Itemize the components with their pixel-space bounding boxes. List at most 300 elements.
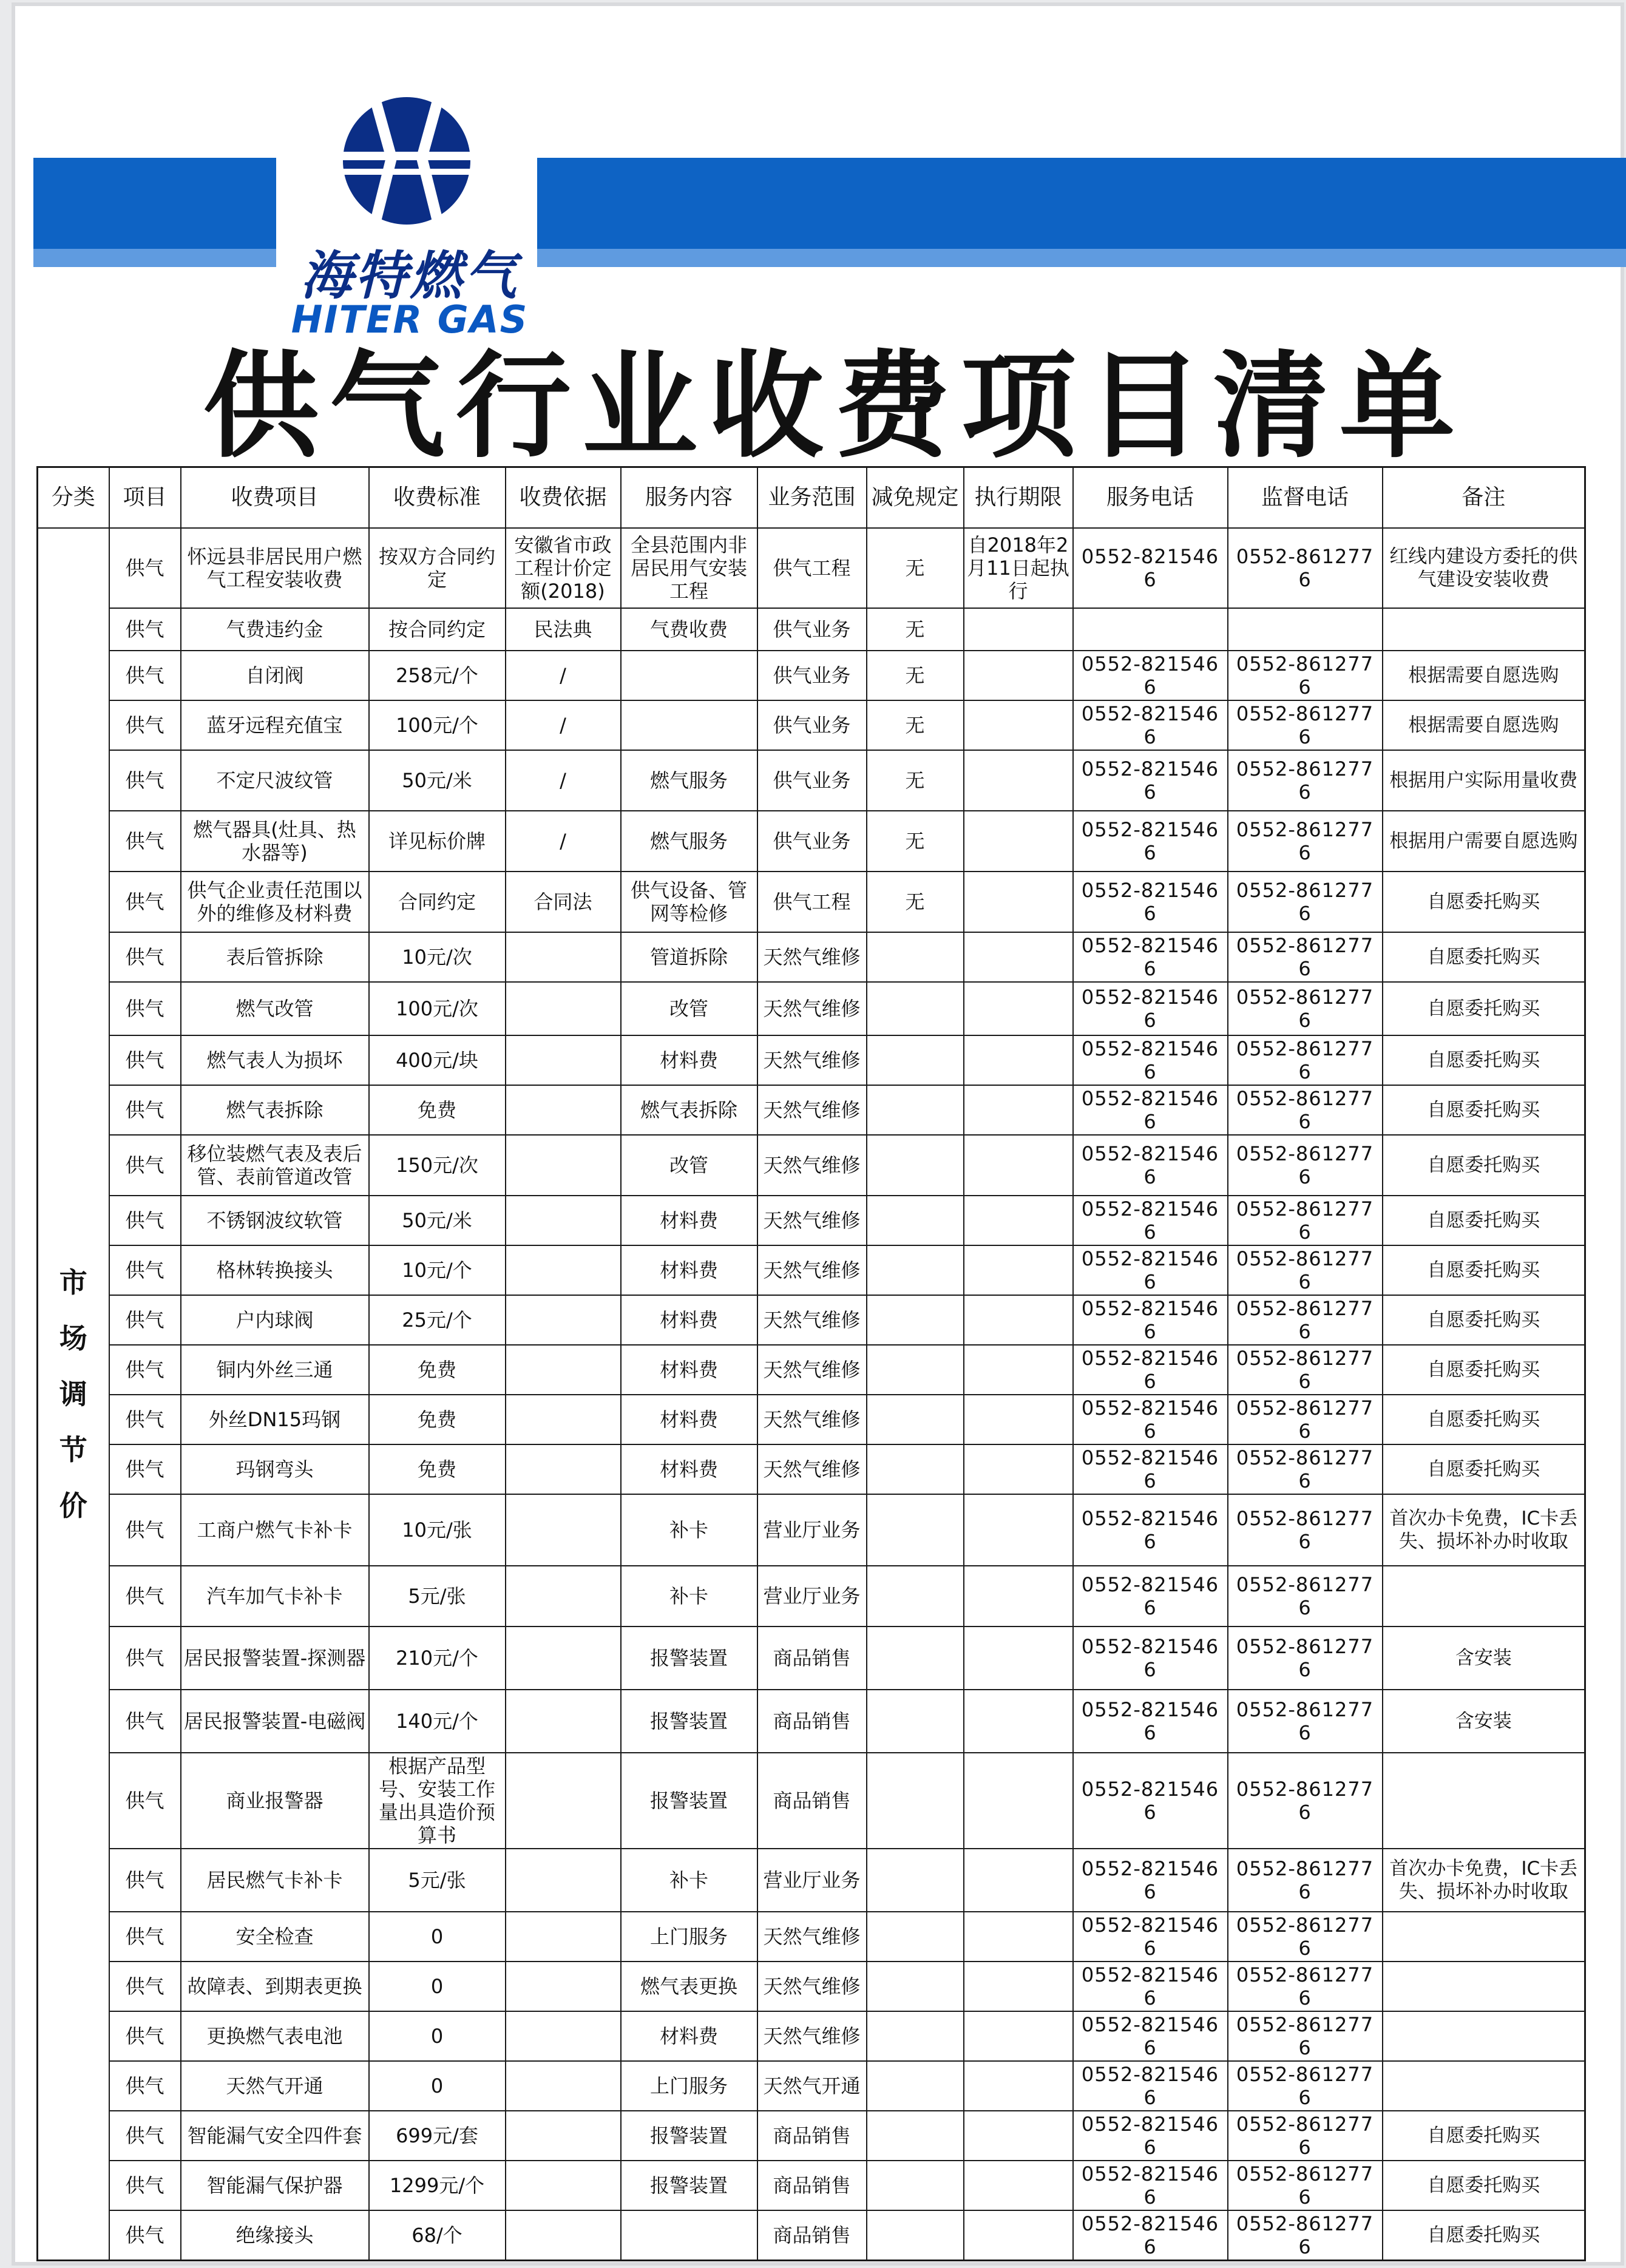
service-phone-cell: 0552-8215466: [1073, 1849, 1228, 1912]
service-phone-cell: 0552-8215466: [1073, 2210, 1228, 2261]
period-cell: [964, 1912, 1073, 1962]
item-name-cell: 工商户燃气卡补卡: [181, 1494, 369, 1566]
item-name-cell: 玛钢弯头: [181, 1444, 369, 1494]
project-cell: 供气: [109, 1444, 181, 1494]
fee-standard-cell: 根据产品型号、安装工作量出具造价预算书: [369, 1753, 506, 1849]
note-cell: 自愿委托购买: [1383, 872, 1585, 932]
waiver-cell: [867, 2111, 964, 2161]
logo-mark-icon: [334, 91, 479, 231]
waiver-cell: 无: [867, 750, 964, 811]
service-phone-cell: 0552-8215466: [1073, 982, 1228, 1035]
period-cell: [964, 2011, 1073, 2061]
service-content-cell: 材料费: [621, 1245, 757, 1295]
business-scope-cell: 供气业务: [757, 750, 867, 811]
supervise-phone-cell: 0552-8612776: [1228, 1035, 1383, 1085]
period-cell: [964, 1566, 1073, 1627]
table-row: [38, 700, 1585, 750]
service-phone-cell: 0552-8215466: [1073, 1690, 1228, 1753]
fee-standard-cell: 1299元/个: [369, 2161, 506, 2210]
period-cell: [964, 1753, 1073, 1849]
fee-basis-cell: [506, 1494, 621, 1566]
project-cell: 供气: [109, 608, 181, 651]
business-scope-cell: 供气工程: [757, 528, 867, 608]
table-row: [38, 2111, 1585, 2161]
item-name-cell: 不定尺波纹管: [181, 750, 369, 811]
item-name-cell: 怀远县非居民用户燃气工程安装收费: [181, 528, 369, 608]
business-scope-cell: 商品销售: [757, 1753, 867, 1849]
supervise-phone-cell: 0552-8612776: [1228, 2011, 1383, 2061]
note-cell: 含安装: [1383, 1627, 1585, 1690]
service-phone-cell: 0552-8215466: [1073, 1627, 1228, 1690]
fee-basis-cell: 民法典: [506, 608, 621, 651]
service-content-cell: 燃气服务: [621, 811, 757, 872]
table-row: [38, 1912, 1585, 1962]
project-cell: 供气: [109, 750, 181, 811]
business-scope-cell: 天然气维修: [757, 932, 867, 982]
project-cell: 供气: [109, 528, 181, 608]
column-header: 备注: [1383, 467, 1585, 529]
period-cell: [964, 1494, 1073, 1566]
waiver-cell: 无: [867, 811, 964, 872]
table-row: [38, 1196, 1585, 1245]
table-row: [38, 811, 1585, 872]
fee-standard-cell: 免费: [369, 1444, 506, 1494]
table-row: [38, 1753, 1585, 1849]
note-cell: 自愿委托购买: [1383, 1395, 1585, 1444]
service-phone-cell: 0552-8215466: [1073, 1135, 1228, 1196]
fee-standard-cell: 0: [369, 1912, 506, 1962]
waiver-cell: [867, 1849, 964, 1912]
fee-basis-cell: /: [506, 750, 621, 811]
project-cell: 供气: [109, 982, 181, 1035]
note-cell: 自愿委托购买: [1383, 1196, 1585, 1245]
table-row: [38, 1494, 1585, 1566]
service-content-cell: [621, 651, 757, 700]
project-cell: 供气: [109, 1196, 181, 1245]
period-cell: [964, 1627, 1073, 1690]
service-phone-cell: 0552-8215466: [1073, 1753, 1228, 1849]
item-name-cell: 智能漏气保护器: [181, 2161, 369, 2210]
waiver-cell: 无: [867, 872, 964, 932]
fee-standard-cell: 合同约定: [369, 872, 506, 932]
service-content-cell: 报警装置: [621, 2161, 757, 2210]
service-phone-cell: 0552-8215466: [1073, 1345, 1228, 1395]
fee-standard-cell: 100元/次: [369, 982, 506, 1035]
note-cell: 自愿委托购买: [1383, 982, 1585, 1035]
table-row: [38, 750, 1585, 811]
table-row: [38, 1395, 1585, 1444]
item-name-cell: 不锈钢波纹软管: [181, 1196, 369, 1245]
note-cell: 根据需要自愿选购: [1383, 700, 1585, 750]
period-cell: [964, 651, 1073, 700]
project-cell: 供气: [109, 2011, 181, 2061]
project-cell: 供气: [109, 1962, 181, 2011]
service-phone-cell: 0552-8215466: [1073, 811, 1228, 872]
business-scope-cell: 天然气维修: [757, 1245, 867, 1295]
item-name-cell: 燃气表人为损坏: [181, 1035, 369, 1085]
note-cell: 红线内建设方委托的供气建设安装收费: [1383, 528, 1585, 608]
note-cell: [1383, 2061, 1585, 2111]
project-cell: 供气: [109, 1849, 181, 1912]
supervise-phone-cell: 0552-8612776: [1228, 1566, 1383, 1627]
period-cell: [964, 982, 1073, 1035]
item-name-cell: 安全检查: [181, 1912, 369, 1962]
period-cell: [964, 872, 1073, 932]
fee-basis-cell: [506, 1690, 621, 1753]
note-cell: [1383, 2011, 1585, 2061]
table-row: [38, 1085, 1585, 1135]
business-scope-cell: 天然气维修: [757, 1395, 867, 1444]
supervise-phone-cell: 0552-8612776: [1228, 1085, 1383, 1135]
service-content-cell: 改管: [621, 1135, 757, 1196]
project-cell: 供气: [109, 700, 181, 750]
supervise-phone-cell: 0552-8612776: [1228, 1345, 1383, 1395]
fee-standard-cell: 150元/次: [369, 1135, 506, 1196]
fee-basis-cell: [506, 1849, 621, 1912]
fee-table: [36, 466, 1586, 2261]
service-content-cell: 补卡: [621, 1566, 757, 1627]
supervise-phone-cell: [1228, 608, 1383, 651]
service-phone-cell: 0552-8215466: [1073, 2011, 1228, 2061]
note-cell: 自愿委托购买: [1383, 1035, 1585, 1085]
note-cell: 自愿委托购买: [1383, 1085, 1585, 1135]
table-row: [38, 2011, 1585, 2061]
business-scope-cell: 天然气维修: [757, 1085, 867, 1135]
fee-basis-cell: [506, 982, 621, 1035]
service-phone-cell: 0552-8215466: [1073, 1085, 1228, 1135]
waiver-cell: [867, 1085, 964, 1135]
supervise-phone-cell: 0552-8612776: [1228, 2111, 1383, 2161]
period-cell: [964, 811, 1073, 872]
project-cell: 供气: [109, 1690, 181, 1753]
business-scope-cell: 天然气维修: [757, 1962, 867, 2011]
column-header: 收费标准: [369, 467, 506, 529]
service-content-cell: 改管: [621, 982, 757, 1035]
service-content-cell: [621, 700, 757, 750]
period-cell: [964, 2061, 1073, 2111]
table-row: [38, 2061, 1585, 2111]
category-cell: [38, 528, 109, 2261]
fee-standard-cell: 10元/次: [369, 932, 506, 982]
service-content-cell: 材料费: [621, 1035, 757, 1085]
project-cell: 供气: [109, 932, 181, 982]
service-content-cell: 材料费: [621, 1345, 757, 1395]
fee-standard-cell: 50元/米: [369, 1196, 506, 1245]
project-cell: 供气: [109, 2111, 181, 2161]
project-cell: 供气: [109, 872, 181, 932]
supervise-phone-cell: 0552-8612776: [1228, 932, 1383, 982]
table-row: [38, 2210, 1585, 2261]
waiver-cell: 无: [867, 608, 964, 651]
supervise-phone-cell: 0552-8612776: [1228, 811, 1383, 872]
service-phone-cell: 0552-8215466: [1073, 1395, 1228, 1444]
project-cell: 供气: [109, 651, 181, 700]
waiver-cell: [867, 1135, 964, 1196]
service-phone-cell: 0552-8215466: [1073, 1494, 1228, 1566]
business-scope-cell: 天然气维修: [757, 982, 867, 1035]
fee-standard-cell: 按双方合同约定: [369, 528, 506, 608]
item-name-cell: 故障表、到期表更换: [181, 1962, 369, 2011]
period-cell: [964, 1135, 1073, 1196]
note-cell: 含安装: [1383, 1690, 1585, 1753]
period-cell: [964, 750, 1073, 811]
period-cell: [964, 1849, 1073, 1912]
fee-basis-cell: [506, 2111, 621, 2161]
item-name-cell: 铜内外丝三通: [181, 1345, 369, 1395]
waiver-cell: 无: [867, 528, 964, 608]
waiver-cell: [867, 1566, 964, 1627]
project-cell: 供气: [109, 2061, 181, 2111]
column-header: 服务内容: [621, 467, 757, 529]
note-cell: 自愿委托购买: [1383, 2111, 1585, 2161]
project-cell: 供气: [109, 1245, 181, 1295]
note-cell: 首次办卡免费，IC卡丢失、损坏补办时收取: [1383, 1849, 1585, 1912]
fee-basis-cell: /: [506, 651, 621, 700]
period-cell: [964, 1395, 1073, 1444]
service-content-cell: 燃气服务: [621, 750, 757, 811]
fee-standard-cell: 140元/个: [369, 1690, 506, 1753]
service-content-cell: 管道拆除: [621, 932, 757, 982]
period-cell: [964, 1962, 1073, 2011]
fee-basis-cell: [506, 2210, 621, 2261]
item-name-cell: 蓝牙远程充值宝: [181, 700, 369, 750]
fee-standard-cell: 按合同约定: [369, 608, 506, 651]
business-scope-cell: 天然气维修: [757, 1444, 867, 1494]
service-content-cell: 气费收费: [621, 608, 757, 651]
business-scope-cell: 商品销售: [757, 2210, 867, 2261]
service-phone-cell: 0552-8215466: [1073, 2061, 1228, 2111]
project-cell: 供气: [109, 1753, 181, 1849]
supervise-phone-cell: 0552-8612776: [1228, 750, 1383, 811]
fee-standard-cell: 400元/块: [369, 1035, 506, 1085]
project-cell: 供气: [109, 1627, 181, 1690]
service-phone-cell: 0552-8215466: [1073, 1035, 1228, 1085]
project-cell: 供气: [109, 2210, 181, 2261]
project-cell: 供气: [109, 1345, 181, 1395]
waiver-cell: [867, 1345, 964, 1395]
table-row: [38, 1690, 1585, 1753]
project-cell: 供气: [109, 1566, 181, 1627]
period-cell: [964, 1196, 1073, 1245]
note-cell: 根据用户需要自愿选购: [1383, 811, 1585, 872]
period-cell: [964, 700, 1073, 750]
item-name-cell: 外丝DN15玛钢: [181, 1395, 369, 1444]
fee-basis-cell: [506, 1135, 621, 1196]
supervise-phone-cell: 0552-8612776: [1228, 1849, 1383, 1912]
fee-standard-cell: 5元/张: [369, 1849, 506, 1912]
waiver-cell: 无: [867, 700, 964, 750]
service-phone-cell: 0552-8215466: [1073, 1912, 1228, 1962]
note-cell: 根据需要自愿选购: [1383, 651, 1585, 700]
waiver-cell: [867, 1395, 964, 1444]
fee-standard-cell: 10元/个: [369, 1245, 506, 1295]
business-scope-cell: 商品销售: [757, 2111, 867, 2161]
fee-basis-cell: [506, 2011, 621, 2061]
column-header: 监督电话: [1228, 467, 1383, 529]
note-cell: 自愿委托购买: [1383, 1444, 1585, 1494]
table-row: [38, 651, 1585, 700]
note-cell: 自愿委托购买: [1383, 2161, 1585, 2210]
supervise-phone-cell: 0552-8612776: [1228, 1196, 1383, 1245]
fee-standard-cell: 258元/个: [369, 651, 506, 700]
service-content-cell: 报警装置: [621, 1627, 757, 1690]
supervise-phone-cell: 0552-8612776: [1228, 651, 1383, 700]
service-content-cell: 材料费: [621, 1196, 757, 1245]
waiver-cell: [867, 2161, 964, 2210]
supervise-phone-cell: 0552-8612776: [1228, 1962, 1383, 2011]
project-cell: 供气: [109, 1912, 181, 1962]
fee-standard-cell: 免费: [369, 1085, 506, 1135]
fee-standard-cell: 25元/个: [369, 1295, 506, 1345]
waiver-cell: [867, 1912, 964, 1962]
note-cell: 自愿委托购买: [1383, 932, 1585, 982]
waiver-cell: [867, 1245, 964, 1295]
table-row: [38, 1035, 1585, 1085]
waiver-cell: [867, 982, 964, 1035]
project-cell: 供气: [109, 1035, 181, 1085]
service-content-cell: 上门服务: [621, 2061, 757, 2111]
service-phone-cell: 0552-8215466: [1073, 1444, 1228, 1494]
business-scope-cell: 天然气维修: [757, 1345, 867, 1395]
header-stripe-light-left: [33, 249, 276, 267]
supervise-phone-cell: 0552-8612776: [1228, 2061, 1383, 2111]
fee-basis-cell: [506, 1566, 621, 1627]
service-phone-cell: 0552-8215466: [1073, 1196, 1228, 1245]
service-phone-cell: 0552-8215466: [1073, 1295, 1228, 1345]
item-name-cell: 燃气表拆除: [181, 1085, 369, 1135]
supervise-phone-cell: 0552-8612776: [1228, 2161, 1383, 2210]
supervise-phone-cell: 0552-8612776: [1228, 1395, 1383, 1444]
business-scope-cell: 供气业务: [757, 700, 867, 750]
service-content-cell: 供气设备、管网等检修: [621, 872, 757, 932]
note-cell: [1383, 1912, 1585, 1962]
fee-standard-cell: 0: [369, 2011, 506, 2061]
table-row: [38, 1444, 1585, 1494]
service-content-cell: 燃气表更换: [621, 1962, 757, 2011]
table-row: [38, 1295, 1585, 1345]
period-cell: [964, 1035, 1073, 1085]
fee-standard-cell: 68/个: [369, 2210, 506, 2261]
business-scope-cell: 供气业务: [757, 608, 867, 651]
service-content-cell: 上门服务: [621, 1912, 757, 1962]
header-stripe-right: [537, 158, 1626, 249]
header-stripe-left: [33, 158, 276, 249]
fee-standard-cell: 5元/张: [369, 1566, 506, 1627]
service-content-cell: 报警装置: [621, 2111, 757, 2161]
period-cell: [964, 2111, 1073, 2161]
note-cell: [1383, 608, 1585, 651]
item-name-cell: 更换燃气表电池: [181, 2011, 369, 2061]
period-cell: [964, 1295, 1073, 1345]
fee-standard-cell: 100元/个: [369, 700, 506, 750]
service-phone-cell: 0552-8215466: [1073, 2111, 1228, 2161]
business-scope-cell: 营业厅业务: [757, 1849, 867, 1912]
business-scope-cell: 天然气维修: [757, 1035, 867, 1085]
fee-standard-cell: 699元/套: [369, 2111, 506, 2161]
supervise-phone-cell: 0552-8612776: [1228, 1690, 1383, 1753]
fee-standard-cell: 0: [369, 2061, 506, 2111]
item-name-cell: 移位装燃气表及表后管、表前管道改管: [181, 1135, 369, 1196]
column-header: 业务范围: [757, 467, 867, 529]
fee-basis-cell: [506, 932, 621, 982]
item-name-cell: 户内球阀: [181, 1295, 369, 1345]
service-phone-cell: 0552-8215466: [1073, 872, 1228, 932]
fee-basis-cell: /: [506, 700, 621, 750]
waiver-cell: [867, 1196, 964, 1245]
fee-basis-cell: [506, 1395, 621, 1444]
business-scope-cell: 天然气维修: [757, 2011, 867, 2061]
item-name-cell: 格林转换接头: [181, 1245, 369, 1295]
note-cell: 自愿委托购买: [1383, 1135, 1585, 1196]
business-scope-cell: 供气业务: [757, 651, 867, 700]
table-header-row: [38, 467, 1585, 529]
project-cell: 供气: [109, 1135, 181, 1196]
period-cell: [964, 2161, 1073, 2210]
item-name-cell: 汽车加气卡补卡: [181, 1566, 369, 1627]
business-scope-cell: 天然气维修: [757, 1196, 867, 1245]
header-stripe-light-right: [537, 249, 1626, 267]
table-row: [38, 1566, 1585, 1627]
fee-basis-cell: [506, 1295, 621, 1345]
fee-standard-cell: 详见标价牌: [369, 811, 506, 872]
fee-basis-cell: [506, 1627, 621, 1690]
service-phone-cell: 0552-8215466: [1073, 1566, 1228, 1627]
supervise-phone-cell: 0552-8612776: [1228, 1753, 1383, 1849]
project-cell: 供气: [109, 811, 181, 872]
supervise-phone-cell: 0552-8612776: [1228, 1135, 1383, 1196]
item-name-cell: 气费违约金: [181, 608, 369, 651]
business-scope-cell: 商品销售: [757, 1627, 867, 1690]
supervise-phone-cell: 0552-8612776: [1228, 2210, 1383, 2261]
service-phone-cell: 0552-8215466: [1073, 651, 1228, 700]
period-cell: [964, 932, 1073, 982]
supervise-phone-cell: 0552-8612776: [1228, 1627, 1383, 1690]
waiver-cell: [867, 1753, 964, 1849]
item-name-cell: 居民报警装置-电磁阀: [181, 1690, 369, 1753]
service-content-cell: 材料费: [621, 1395, 757, 1444]
service-content-cell: 报警装置: [621, 1753, 757, 1849]
note-cell: 自愿委托购买: [1383, 2210, 1585, 2261]
item-name-cell: 自闭阀: [181, 651, 369, 700]
waiver-cell: [867, 1962, 964, 2011]
table-row: [38, 932, 1585, 982]
period-cell: [964, 1085, 1073, 1135]
supervise-phone-cell: 0552-8612776: [1228, 528, 1383, 608]
column-header: 收费项目: [181, 467, 369, 529]
period-cell: [964, 1444, 1073, 1494]
business-scope-cell: 商品销售: [757, 1690, 867, 1753]
supervise-phone-cell: 0552-8612776: [1228, 872, 1383, 932]
service-content-cell: [621, 2210, 757, 2261]
service-content-cell: 补卡: [621, 1849, 757, 1912]
waiver-cell: [867, 1035, 964, 1085]
fee-basis-cell: [506, 1912, 621, 1962]
service-phone-cell: 0552-8215466: [1073, 700, 1228, 750]
category-label: 市场调节价: [59, 1266, 87, 1522]
period-cell: [964, 608, 1073, 651]
table-row: [38, 2161, 1585, 2210]
table-row: [38, 528, 1585, 608]
fee-basis-cell: [506, 1444, 621, 1494]
period-cell: 自2018年2月11日起执行: [964, 528, 1073, 608]
fee-basis-cell: [506, 1196, 621, 1245]
business-scope-cell: 天然气维修: [757, 1135, 867, 1196]
note-cell: [1383, 1753, 1585, 1849]
item-name-cell: 居民报警装置-探测器: [181, 1627, 369, 1690]
waiver-cell: [867, 1627, 964, 1690]
project-cell: 供气: [109, 1395, 181, 1444]
business-scope-cell: 营业厅业务: [757, 1566, 867, 1627]
